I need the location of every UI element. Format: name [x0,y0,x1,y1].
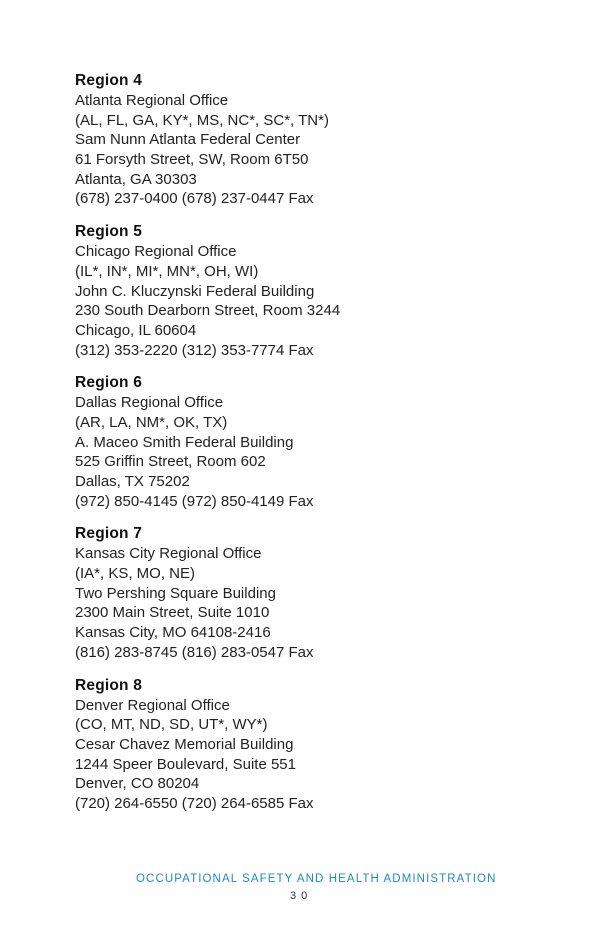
building-name: Cesar Chavez Memorial Building [75,735,294,753]
states-covered: (AR, LA, NM*, OK, TX) [75,413,228,431]
regional-offices-list [75,71,555,827]
region-block [75,222,555,360]
city-state-zip: Atlanta, GA 30303 [75,170,197,188]
building-name: A. Maceo Smith Federal Building [75,433,294,451]
phone-fax: (312) 353-2220 (312) 353-7774 Fax [75,341,314,359]
phone-fax: (720) 264-6550 (720) 264-6585 Fax [75,794,314,812]
phone-fax: (972) 850-4145 (972) 850-4149 Fax [75,492,314,510]
page-number: 30 [290,890,313,902]
street-address: 230 South Dearborn Street, Room 3244 [75,302,341,320]
states-covered: (AL, FL, GA, KY*, MS, NC*, SC*, TN*) [75,111,329,129]
street-address: 61 Forsyth Street, SW, Room 6T50 [75,151,309,169]
building-name: Two Pershing Square Building [75,584,276,602]
region-block [75,524,555,662]
phone-fax: (816) 283-8745 (816) 283-0547 Fax [75,643,314,661]
region-title: Region 6 [75,374,143,392]
states-covered: (CO, MT, ND, SD, UT*, WY*) [75,716,268,734]
region-block [75,676,555,814]
states-covered: (IL*, IN*, MI*, MN*, OH, WI) [75,262,259,280]
footer-agency-name: OCCUPATIONAL SAFETY AND HEALTH ADMINISTRATION [136,873,497,885]
region-title: Region 8 [75,676,143,694]
region-title: Region 7 [75,525,143,543]
region-title: Region 4 [75,72,143,89]
street-address: 1244 Speer Boulevard, Suite 551 [75,755,296,773]
phone-fax: (678) 237-0400 (678) 237-0447 Fax [75,190,314,208]
city-state-zip: Kansas City, MO 64108-2416 [75,624,271,642]
office-name: Denver Regional Office [75,696,230,714]
street-address: 2300 Main Street, Suite 1010 [75,604,270,622]
city-state-zip: Dallas, TX 75202 [75,473,190,490]
building-name: John C. Kluczynski Federal Building [75,282,315,300]
states-covered: (IA*, KS, MO, NE) [75,565,196,583]
region-block [75,373,555,511]
region-title: Region 5 [75,223,143,241]
office-name: Kansas City Regional Office [75,545,262,563]
city-state-zip: Chicago, IL 60604 [75,321,197,339]
office-name: Dallas Regional Office [75,394,224,412]
city-state-zip: Denver, CO 80204 [75,775,200,793]
building-name: Sam Nunn Atlanta Federal Center [75,131,301,149]
region-block [75,71,555,209]
office-name: Chicago Regional Office [75,243,237,261]
street-address: 525 Griffin Street, Room 602 [75,453,266,471]
office-name: Atlanta Regional Office [75,92,229,109]
